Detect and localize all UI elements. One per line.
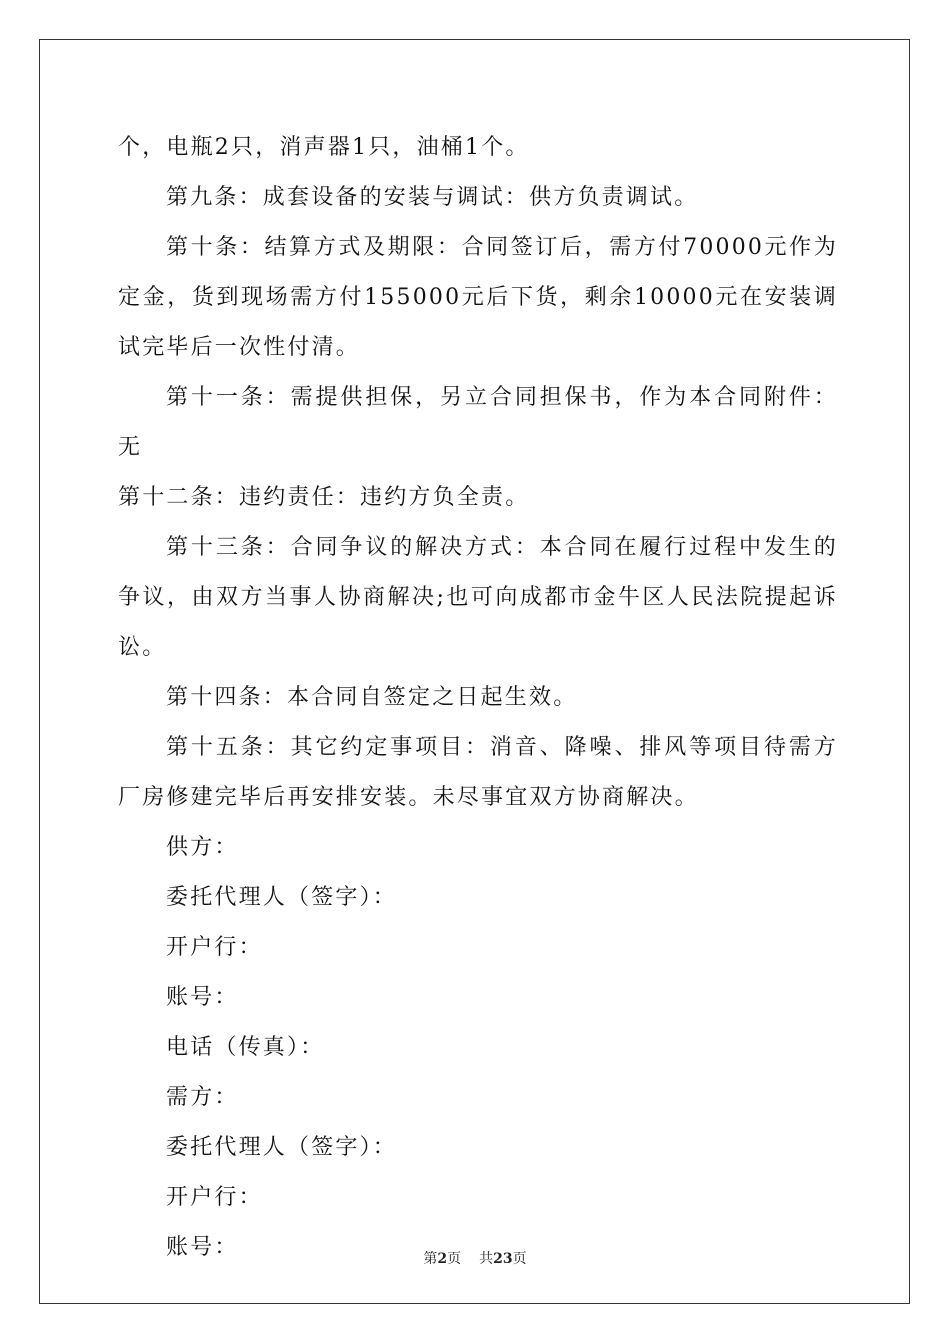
page-number: 2 <box>437 1251 448 1267</box>
clause-10: 第十条：结算方式及期限：合同签订后，需方付70000元作为定金，货到现场需方付155000元后下货，剩余10000元在安装调试完毕后一次性付清。 <box>118 235 838 360</box>
supplier-phone-field: 电话（传真）： <box>166 1035 325 1060</box>
document-body <box>118 123 838 1273</box>
buyer-bank-field: 开户行： <box>166 1185 263 1210</box>
clause-9: 第九条：成套设备的安装与调试：供方负责调试。 <box>166 185 699 210</box>
supplier-bank-field: 开户行： <box>166 935 263 960</box>
buyer-label: 需方： <box>166 1085 239 1110</box>
clause-12: 第十二条：违约责任：违约方负全责。 <box>118 485 530 510</box>
clause-13: 第十三条：合同争议的解决方式：本合同在履行过程中发生的争议，由双方当事人协商解决;也可向成都市金牛区人民法院提起诉讼。 <box>118 535 838 660</box>
total-suffix: 页 <box>512 1251 527 1267</box>
supplier-account-field: 账号： <box>166 985 239 1010</box>
total-prefix: 共 <box>479 1251 494 1267</box>
paragraph-continuation: 个，电瓶2只，消声器1只，油桶1个。 <box>118 135 530 160</box>
supplier-label: 供方： <box>166 835 239 860</box>
clause-15: 第十五条：其它约定事项目：消音、降噪、排风等项目待需方厂房修建完毕后再安排安装。未尽事宜双方协商解决。 <box>118 735 838 810</box>
page-prefix: 第 <box>423 1251 438 1267</box>
clause-11: 第十一条：需提供担保，另立合同担保书，作为本合同附件：无 <box>118 385 838 460</box>
clause-14: 第十四条：本合同自签定之日起生效。 <box>166 685 578 710</box>
supplier-agent-field: 委托代理人（签字）： <box>166 885 398 910</box>
page-footer <box>0 1248 950 1268</box>
buyer-agent-field: 委托代理人（签字）： <box>166 1135 398 1160</box>
total-pages: 23 <box>493 1251 513 1267</box>
buyer-account-field: 账号： <box>166 1235 239 1260</box>
page-suffix: 页 <box>447 1251 462 1267</box>
